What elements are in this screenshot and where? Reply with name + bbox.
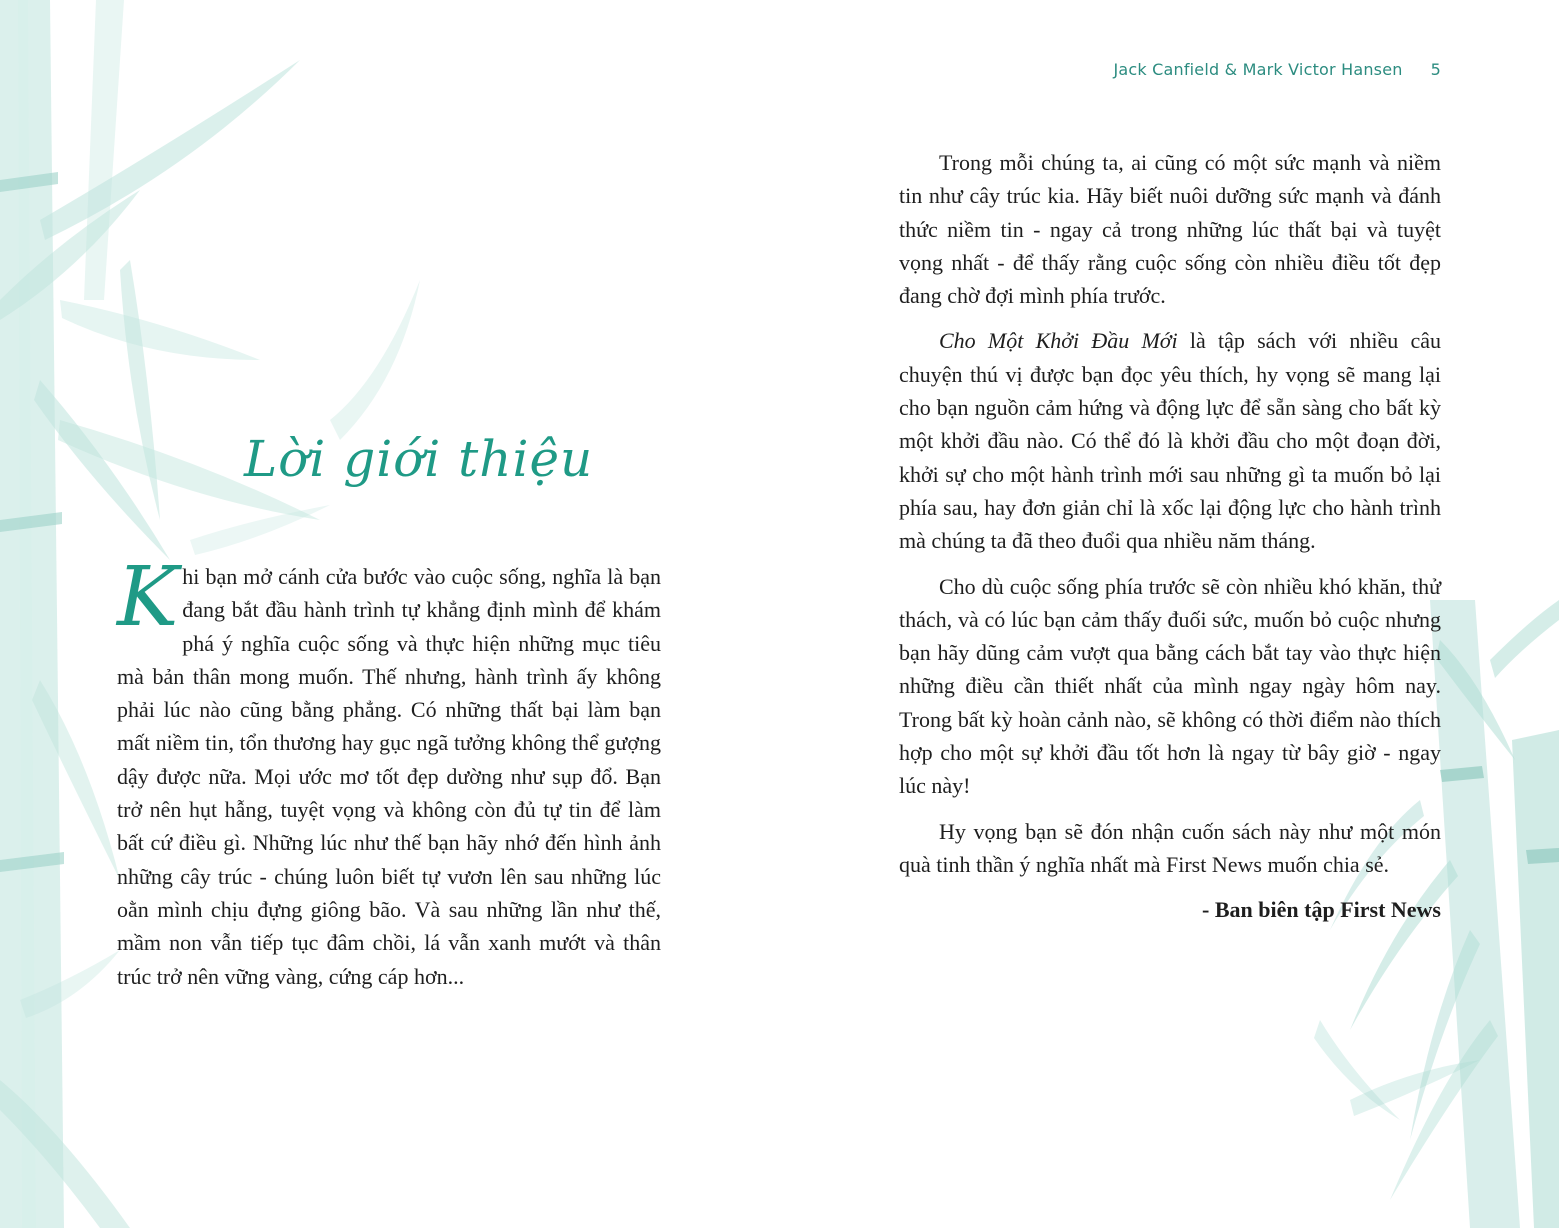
paragraph-2-text: là tập sách với nhiều câu chuyện thú vị được bạn đọc yêu thích, hy vọng sẽ mang lại cho bạn nguồn cảm hứng và động lực để sẵn sàng cho bất kỳ một khởi đầu nào. Có thể đó là khởi đầu cho một đoạn đời, khởi sự cho một hành trình mới sau những gì ta muốn bỏ lại phía sau, hay đơn giản chỉ là xốc lại động lực cho hành trình mà chúng ta đã theo đuổi qua nhiều năm tháng.	[899, 328, 1441, 554]
page-number: 5	[1430, 60, 1441, 79]
paragraph-3: Cho dù cuộc sống phía trước sẽ còn nhiều khó khăn, thử thách, và có lúc bạn cảm thấy đuối sức, muốn bỏ cuộc nhưng bạn hãy dũng cảm vượt qua bằng cách bắt tay vào thực hiện những điều cần thiết nhất của mình ngay ngày hôm nay. Trong bất kỳ hoàn cảnh nào, sẽ không có thời điểm nào thích hợp cho một sự khởi đầu tốt hơn là ngay từ bây giờ - ngay lúc này!	[899, 573, 1441, 799]
right-column-text	[899, 146, 1441, 927]
running-head	[1113, 60, 1441, 79]
editor-signature: - Ban biên tập First News	[1202, 897, 1441, 923]
chapter-title: Lời giới thiệu	[244, 430, 594, 488]
dropcap-letter: K	[117, 550, 179, 645]
paragraph-1: Trong mỗi chúng ta, ai cũng có một sức mạnh và niềm tin như cây trúc kia. Hãy biết nuôi dưỡng sức mạnh và đánh thức niềm tin - ngay cả trong những lúc thất bại và tuyệt vọng nhất - để thấy rằng cuộc sống còn nhiều điều tốt đẹp đang chờ đợi mình phía trước.	[899, 150, 1441, 309]
paragraph-4: Hy vọng bạn sẽ đón nhận cuốn sách này như một món quà tinh thần ý nghĩa nhất mà First News muốn chia sẻ.	[899, 818, 1441, 877]
book-title: Cho Một Khởi Đầu Mới	[939, 328, 1178, 354]
left-column-text	[117, 550, 661, 993]
intro-paragraph: hi bạn mở cánh cửa bước vào cuộc sống, nghĩa là bạn đang bắt đầu hành trình tự khẳng định mình để khám phá ý nghĩa cuộc sống và thực hiện những mục tiêu mà bản thân mong muốn. Thế nhưng, hành trình ấy không phải lúc nào cũng bằng phẳng. Có những thất bại làm bạn mất niềm tin, tổn thương hay gục ngã tưởng không thể gượng dậy được nữa. Mọi ước mơ tốt đẹp dường như sụp đổ. Bạn trở nên hụt hẫng, tuyệt vọng và không còn đủ tự tin để làm bất cứ điều gì. Những lúc như thế bạn hãy nhớ đến hình ảnh những cây trúc - chúng luôn biết tự vươn lên sau những lúc oằn mình chịu đựng giông bão. Và sau những lần như thế, mầm non vẫn tiếp tục đâm chồi, lá vẫn xanh mướt và thân trúc trở nên vững vàng, cứng cáp hơn...	[117, 564, 661, 989]
paragraph-2	[899, 324, 1441, 557]
running-head-authors: Jack Canfield & Mark Victor Hansen	[1113, 60, 1403, 79]
